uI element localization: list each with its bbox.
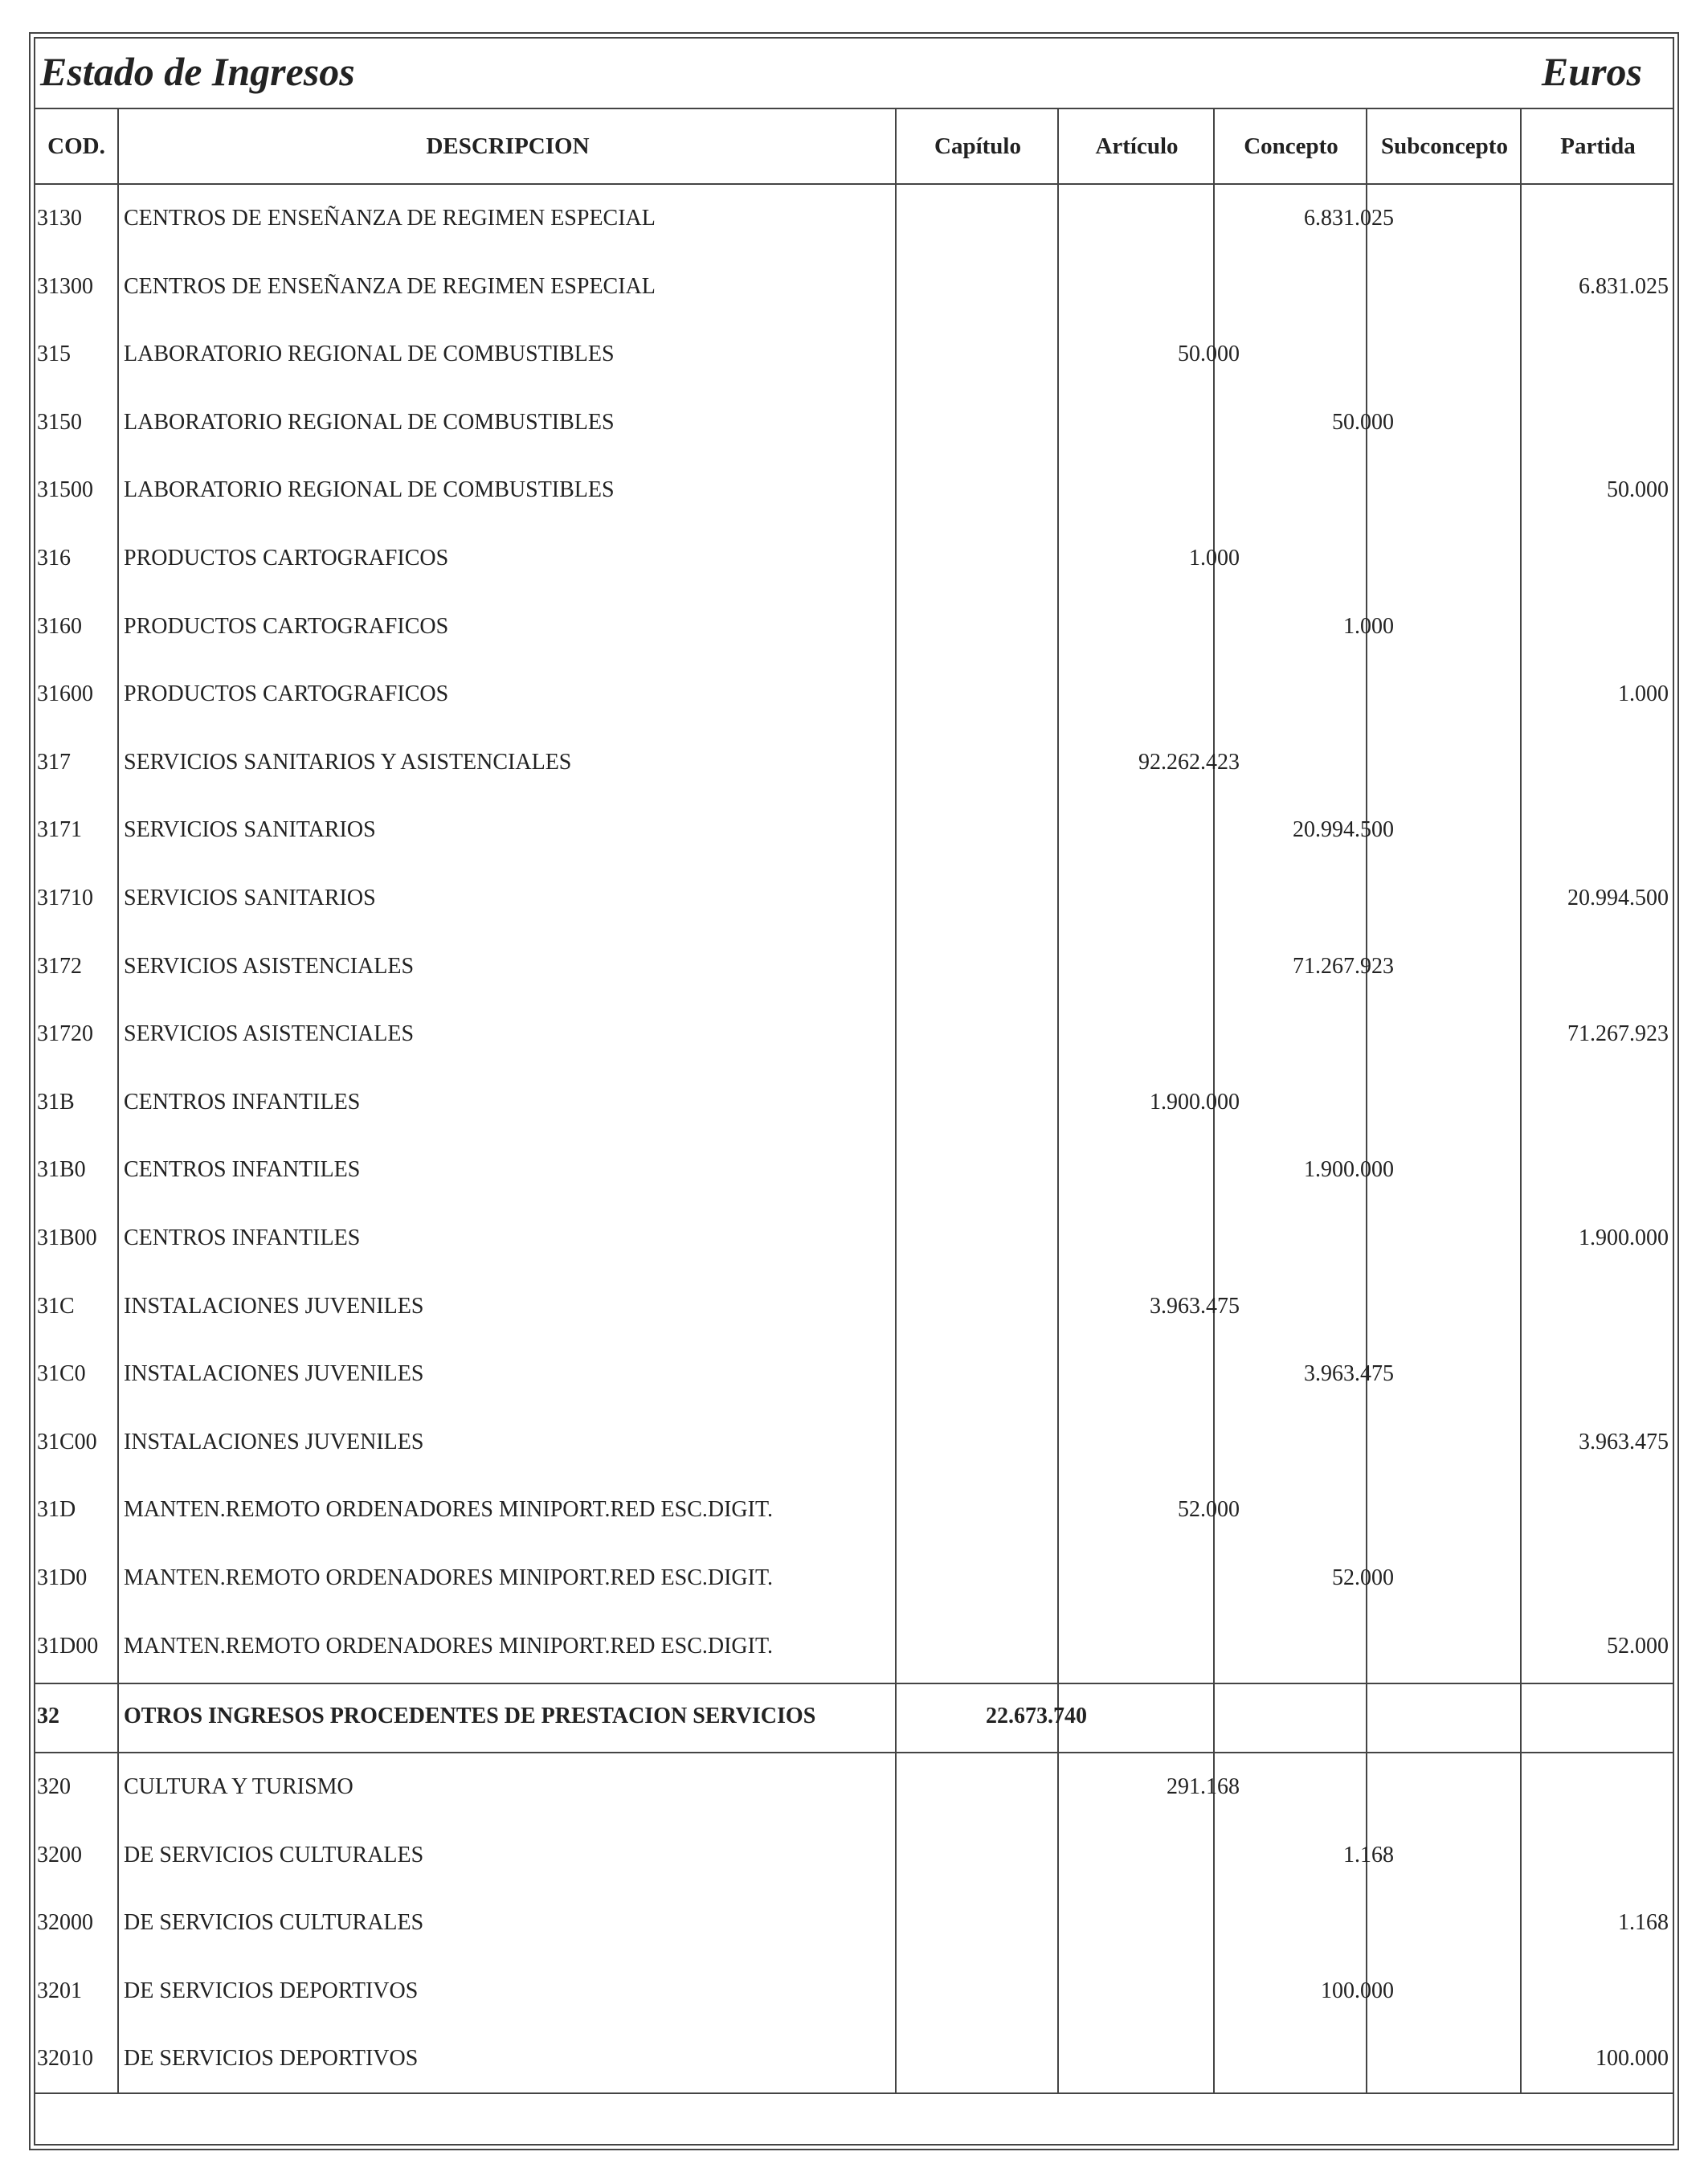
- table-row: [34, 253, 1674, 321]
- table-row: [34, 729, 1674, 796]
- table-row: [34, 456, 1674, 524]
- row-descripcion: INSTALACIONES JUVENILES: [124, 1293, 424, 1319]
- table-row: [34, 1753, 1674, 1821]
- row-partida: 20.994.500: [1567, 886, 1669, 910]
- row-cod: 31B: [37, 1089, 75, 1115]
- row-cod: 31C00: [37, 1429, 97, 1454]
- row-descripcion: LABORATORIO REGIONAL DE COMBUSTIBLES: [124, 477, 615, 503]
- row-cod: 3160: [37, 613, 82, 639]
- row-concepto: 1.900.000: [1150, 1089, 1240, 1115]
- row-descripcion: MANTEN.REMOTO ORDENADORES MINIPORT.RED ESC.DIGIT.: [124, 1633, 773, 1659]
- row-cod: 31D0: [37, 1565, 88, 1590]
- row-cod: 31B00: [37, 1225, 97, 1250]
- row-descripcion: SERVICIOS ASISTENCIALES: [124, 953, 415, 979]
- row-partida: 3.963.475: [1579, 1429, 1669, 1454]
- table-header: [34, 109, 1674, 185]
- table-row: [34, 1069, 1674, 1136]
- row-cod: 31D: [37, 1497, 76, 1523]
- row-cod: 3172: [37, 953, 82, 979]
- table-row: [34, 1340, 1674, 1408]
- row-cod: 31710: [37, 886, 93, 910]
- row-cod: 32010: [37, 2046, 93, 2072]
- table-row: [34, 1957, 1674, 2025]
- row-descripcion: LABORATORIO REGIONAL DE COMBUSTIBLES: [124, 409, 615, 435]
- row-cod: 3130: [37, 206, 82, 231]
- table-row: [34, 1273, 1674, 1340]
- row-descripcion: SERVICIOS ASISTENCIALES: [124, 1021, 415, 1047]
- table-row: [34, 389, 1674, 456]
- table-row: [34, 1409, 1674, 1476]
- row-descripcion: MANTEN.REMOTO ORDENADORES MINIPORT.RED ESC.DIGIT.: [124, 1565, 773, 1590]
- row-concepto: 3.963.475: [1150, 1293, 1240, 1319]
- row-descripcion: DE SERVICIOS DEPORTIVOS: [124, 1978, 419, 2003]
- row-subconcepto: 3.963.475: [1304, 1361, 1394, 1387]
- row-subconcepto: 1.168: [1343, 1842, 1394, 1867]
- row-descripcion: CENTROS INFANTILES: [124, 1157, 361, 1183]
- row-partida: 50.000: [1607, 477, 1669, 503]
- row-subconcepto: 1.000: [1343, 613, 1394, 639]
- row-concepto: 291.168: [1167, 1774, 1240, 1799]
- row-descripcion: SERVICIOS SANITARIOS: [124, 817, 376, 843]
- table-row: [34, 593, 1674, 661]
- row-cod: 32000: [37, 1910, 93, 1936]
- row-subconcepto: 100.000: [1321, 1978, 1394, 2003]
- row-subconcepto: 71.267.923: [1293, 953, 1394, 979]
- row-cod: 31B0: [37, 1157, 86, 1183]
- header-subconcepto: Subconcepto: [1381, 133, 1508, 159]
- row-descripcion: PRODUCTOS CARTOGRAFICOS: [124, 613, 449, 639]
- row-partida: 71.267.923: [1567, 1021, 1669, 1047]
- row-descripcion: OTROS INGRESOS PROCEDENTES DE PRESTACION SERVICIOS: [124, 1704, 816, 1728]
- row-descripcion: PRODUCTOS CARTOGRAFICOS: [124, 546, 449, 571]
- row-descripcion: INSTALACIONES JUVENILES: [124, 1429, 424, 1454]
- table-row: [34, 1476, 1674, 1544]
- header-cod: COD.: [47, 133, 105, 159]
- row-cod: 3200: [37, 1842, 82, 1867]
- row-partida: 52.000: [1607, 1633, 1669, 1659]
- table-row: [34, 661, 1674, 728]
- table-row: [34, 933, 1674, 1000]
- header-partida: Partida: [1560, 133, 1636, 159]
- header-descripcion: DESCRIPCION: [426, 133, 590, 159]
- row-concepto: 92.262.423: [1138, 749, 1240, 775]
- header-capitulo: Capítulo: [934, 133, 1021, 159]
- row-subconcepto: 20.994.500: [1293, 817, 1394, 843]
- row-subconcepto: 6.831.025: [1304, 206, 1394, 231]
- table-row: [34, 1205, 1674, 1272]
- row-subconcepto: 1.900.000: [1304, 1157, 1394, 1183]
- row-subconcepto: 52.000: [1332, 1565, 1394, 1590]
- row-partida: 1.900.000: [1579, 1225, 1669, 1250]
- row-descripcion: CENTROS DE ENSEÑANZA DE REGIMEN ESPECIAL: [124, 273, 656, 299]
- table-row: [34, 1889, 1674, 1957]
- row-descripcion: CENTROS INFANTILES: [124, 1089, 361, 1115]
- title-row: [34, 37, 1674, 109]
- row-cod: 31C0: [37, 1361, 86, 1387]
- row-cod: 315: [37, 342, 71, 367]
- row-cod: 3201: [37, 1978, 82, 2003]
- row-cod: 31720: [37, 1021, 93, 1047]
- row-subconcepto: 50.000: [1332, 409, 1394, 435]
- row-articulo: 22.673.740: [986, 1704, 1087, 1728]
- row-descripcion: DE SERVICIOS DEPORTIVOS: [124, 2046, 419, 2072]
- row-cod: 31300: [37, 273, 93, 299]
- row-concepto: 52.000: [1178, 1497, 1240, 1523]
- header-concepto: Concepto: [1244, 133, 1338, 159]
- row-partida: 100.000: [1596, 2046, 1669, 2072]
- table-row: [34, 185, 1674, 252]
- row-partida: 1.168: [1618, 1910, 1669, 1936]
- row-descripcion: LABORATORIO REGIONAL DE COMBUSTIBLES: [124, 342, 615, 367]
- row-descripcion: SERVICIOS SANITARIOS Y ASISTENCIALES: [124, 749, 572, 775]
- row-cod: 31D00: [37, 1633, 99, 1659]
- table-row: [34, 1544, 1674, 1612]
- row-cod: 32: [37, 1704, 59, 1728]
- row-partida: 1.000: [1618, 681, 1669, 707]
- table-row: [34, 525, 1674, 592]
- row-cod: 317: [37, 749, 71, 775]
- currency-label: Euros: [1541, 49, 1642, 94]
- table-row: [34, 2025, 1674, 2092]
- row-descripcion: DE SERVICIOS CULTURALES: [124, 1910, 424, 1936]
- table-row: [34, 1136, 1674, 1204]
- row-cod: 31500: [37, 477, 93, 503]
- row-descripcion: INSTALACIONES JUVENILES: [124, 1361, 424, 1387]
- row-cod: 320: [37, 1774, 71, 1799]
- row-cod: 3171: [37, 817, 82, 843]
- row-descripcion: MANTEN.REMOTO ORDENADORES MINIPORT.RED ESC.DIGIT.: [124, 1497, 773, 1523]
- row-descripcion: DE SERVICIOS CULTURALES: [124, 1842, 424, 1867]
- row-descripcion: PRODUCTOS CARTOGRAFICOS: [124, 681, 449, 707]
- page-title: Estado de Ingresos: [40, 49, 355, 94]
- table-row: [34, 796, 1674, 864]
- row-cod: 3150: [37, 409, 82, 435]
- header-articulo: Artículo: [1095, 133, 1179, 159]
- row-concepto: 1.000: [1189, 546, 1240, 571]
- table-row: [34, 321, 1674, 388]
- row-descripcion: CULTURA Y TURISMO: [124, 1774, 353, 1799]
- row-descripcion: SERVICIOS SANITARIOS: [124, 886, 376, 910]
- row-cod: 31C: [37, 1293, 75, 1319]
- row-cod: 31600: [37, 681, 93, 707]
- table-row: [34, 865, 1674, 932]
- row-concepto: 50.000: [1178, 342, 1240, 367]
- table-row: [34, 1000, 1674, 1068]
- table-row: [34, 1613, 1674, 1680]
- row-descripcion: CENTROS INFANTILES: [124, 1225, 361, 1250]
- row-descripcion: CENTROS DE ENSEÑANZA DE REGIMEN ESPECIAL: [124, 206, 656, 231]
- row-partida: 6.831.025: [1579, 273, 1669, 299]
- row-cod: 316: [37, 546, 71, 571]
- table-row: [34, 1683, 1674, 1750]
- table-row: [34, 1822, 1674, 1889]
